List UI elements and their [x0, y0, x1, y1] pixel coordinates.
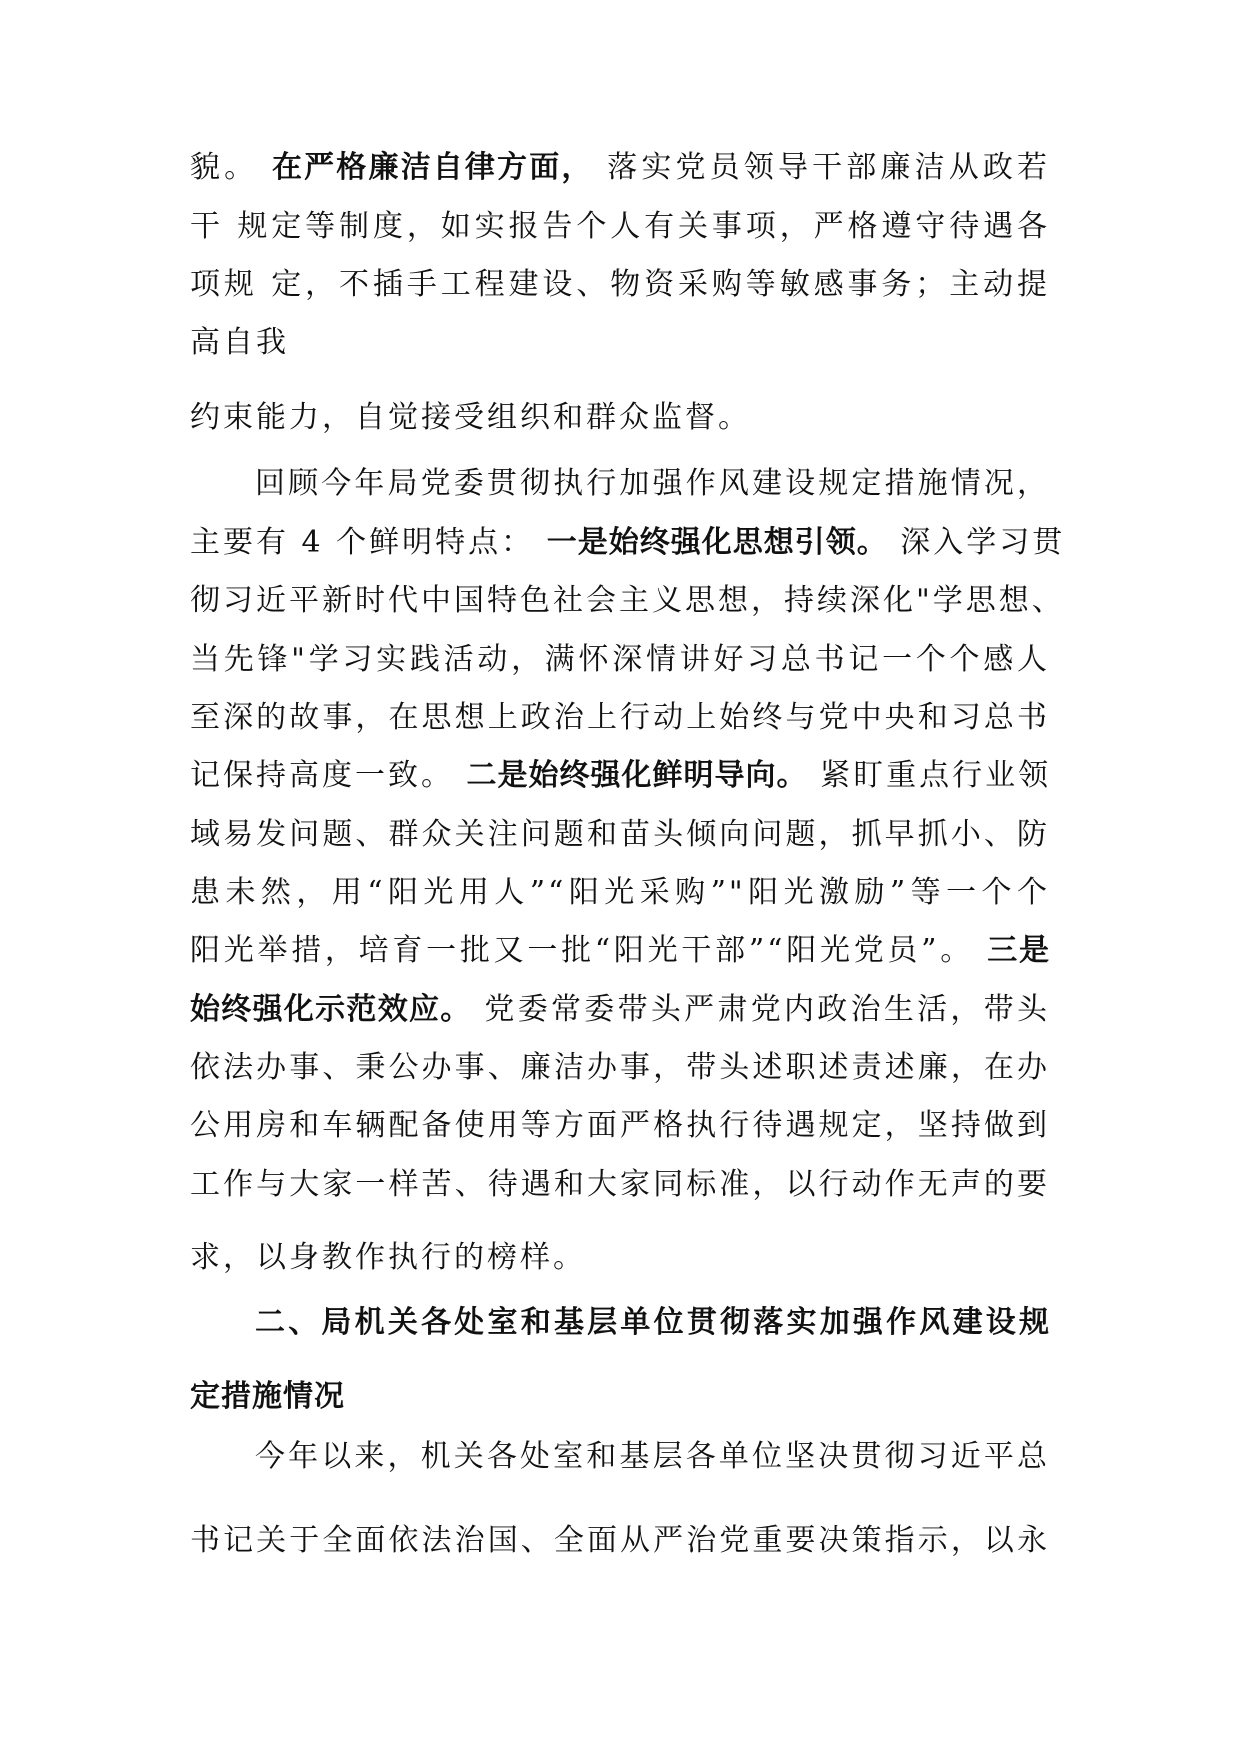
text-run: 主要有 4 个鲜明特点： — [190, 525, 535, 560]
text-run: 阳光举措，培育一批又一批“阳光干部”“阳光党员”。 — [190, 933, 974, 968]
body-line — [190, 1048, 1050, 1088]
body-line — [190, 1238, 1050, 1278]
body-line — [190, 873, 1050, 913]
body-line — [190, 265, 1050, 305]
body-line — [190, 1165, 1050, 1205]
section-heading-text: 二、局机关各处室和基层单位贯彻落实加强作风建设规 — [255, 1305, 1050, 1340]
text-run: 今年以来，机关各处室和基层各单位坚决贯彻习近平总 — [255, 1439, 1050, 1474]
body-line — [190, 931, 1050, 971]
section-heading-text: 定措施情况 — [190, 1379, 345, 1414]
body-line — [190, 698, 1050, 738]
text-run: 项规 定，不插手工程建设、物资采购等敏感事务；主动提 — [190, 267, 1050, 302]
body-line — [190, 1106, 1050, 1146]
text-run: 党委常委带头严肃党内政治生活，带头 — [484, 992, 1051, 1027]
text-run: 干 规定等制度，如实报告个人有关事项，严格遵守待遇各 — [190, 209, 1050, 244]
bold-heading-run: 三是 — [987, 933, 1050, 968]
body-line — [190, 323, 1050, 363]
text-run: 至深的故事，在思想上政治上行动上始终与党中央和习总书 — [190, 700, 1050, 735]
bold-heading-run: 一是始终强化思想引领。 — [546, 525, 888, 560]
text-run: 记保持高度一致。 — [190, 758, 454, 793]
text-run: 公用房和车辆配备使用等方面严格执行待遇规定，坚持做到 — [190, 1108, 1050, 1143]
paragraph-first-line — [255, 464, 1050, 504]
text-run: 患未然，用“阳光用人”“阳光采购”"阳光激励”等一个个 — [190, 875, 1050, 910]
body-line — [190, 815, 1050, 855]
text-run: 约束能力，自觉接受组织和群众监督。 — [190, 400, 751, 435]
bold-heading-run: 在严格廉洁自律方面， — [272, 150, 594, 185]
paragraph-first-line — [255, 1437, 1050, 1477]
text-run: 彻习近平新时代中国特色社会主义思想，持续深化"学思想、 — [190, 583, 1065, 618]
section-heading — [255, 1303, 1050, 1343]
body-line — [190, 207, 1050, 247]
text-run: 紧盯重点行业领 — [820, 758, 1052, 793]
bold-heading-run: 始终强化示范效应。 — [190, 992, 472, 1027]
text-run: 落实党员领导干部廉洁从政若 — [607, 150, 1051, 185]
text-run: 当先锋"学习实践活动，满怀深情讲好习总书记一个个感人 — [190, 642, 1050, 677]
body-line — [190, 148, 1050, 188]
body-line — [190, 581, 1065, 621]
text-run: 依法办事、秉公办事、廉洁办事，带头述职述责述廉，在办 — [190, 1050, 1050, 1085]
text-run: 深入学习贯 — [900, 525, 1066, 560]
body-line — [190, 1521, 1050, 1561]
text-run: 回顾今年局党委贯彻执行加强作风建设规定措施情况， — [255, 466, 1050, 501]
text-run: 高自我 — [190, 325, 289, 360]
body-line — [190, 756, 1050, 796]
section-heading-continued — [190, 1377, 1050, 1417]
bold-heading-run: 二是始终强化鲜明导向。 — [466, 758, 808, 793]
text-run: 工作与大家一样苦、待遇和大家同标准，以行动作无声的要 — [190, 1167, 1050, 1202]
body-line — [190, 398, 1050, 438]
body-line — [190, 990, 1050, 1030]
text-run: 求，以身教作执行的榜样。 — [190, 1240, 586, 1275]
text-run: 域易发问题、群众关注问题和苗头倾向问题，抓早抓小、防 — [190, 817, 1050, 852]
body-line — [190, 523, 1066, 563]
body-line — [190, 640, 1050, 680]
text-run: 书记关于全面依法治国、全面从严治党重要决策指示，以永 — [190, 1523, 1050, 1558]
text-run: 貌。 — [190, 150, 259, 185]
